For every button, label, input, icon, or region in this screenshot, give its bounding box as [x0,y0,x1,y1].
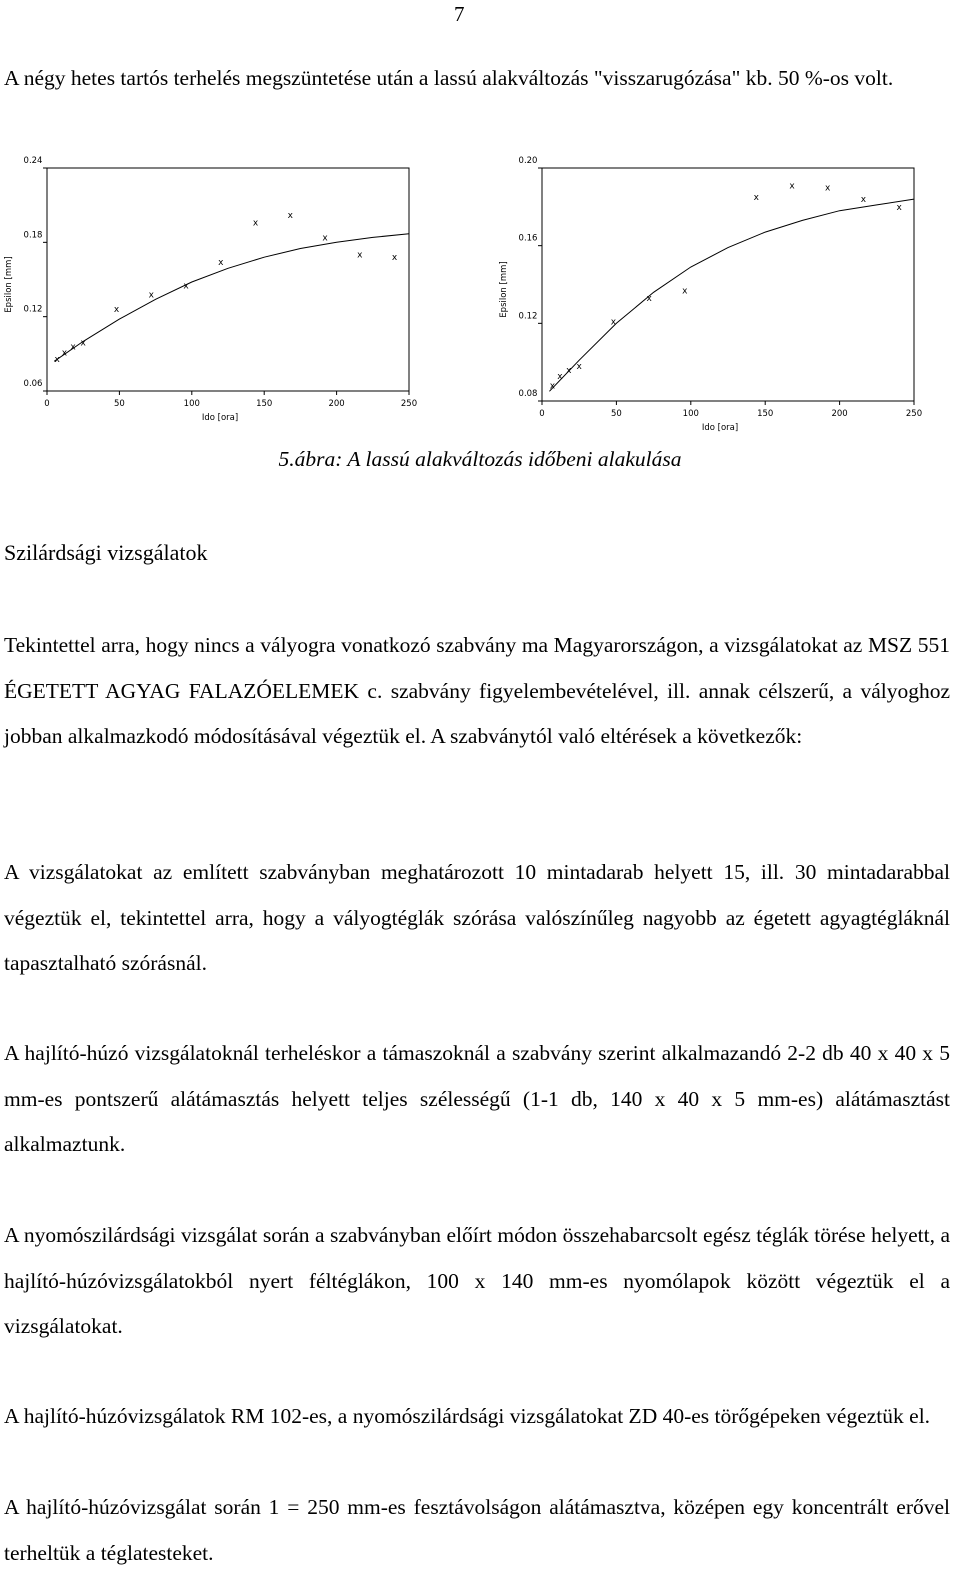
creep-chart-left [0,158,440,433]
x-tick-label: 200 [831,409,848,419]
data-point-marker: x [549,381,556,392]
intro-paragraph: A négy hetes tartós terhelés megszüntetése után a lassú alakváltozás "visszarugózása" kb. 50 %-os volt. [4,66,894,90]
y-axis-label: Epsilon [mm] [499,261,509,318]
data-point-marker: x [357,250,363,261]
fit-curve [549,199,914,391]
x-tick-label: 100 [183,399,200,409]
data-point-marker: x [860,195,867,206]
paragraph-compression: A nyomószilárdsági vizsgálat során a szabványban előírt módon összehabarcsolt egész téglák törése helyett, a hajlító-húzóvizsgálatokból nyert féltéglákon, 100 x 140 mm-es nyomólapok között végeztük el a vizsgálatokat. [4,1223,950,1338]
data-point-marker: x [287,211,293,222]
paragraph-bending-support: A hajlító-húzó vizsgálatoknál terheléskor a támaszoknál a szabvány szerint alkalmazandó 2-2 db 40 x 40 x 5 mm-es pontszerű alátámasztás helyett teljes szélességű (1-1 db, 140 x 40 x 5 mm-es) alátámasztást alkalmaztunk. [4,1041,950,1156]
data-point-marker: x [610,317,617,328]
y-axis-label: Epsilon [mm] [4,256,14,313]
data-point-marker: x [183,281,189,292]
x-tick-label: 0 [539,409,545,419]
x-tick-label: 150 [256,399,273,409]
data-point-marker: x [576,362,582,373]
x-tick-label: 50 [610,409,622,419]
x-tick-label: 0 [44,399,50,409]
data-point-marker: x [113,305,120,316]
data-point-marker: x [218,258,224,269]
data-point-marker: x [896,202,902,213]
data-point-marker: x [391,253,398,264]
y-tick-label: 0.20 [518,156,538,166]
section-heading: Szilárdsági vizsgálatok [4,540,208,565]
y-tick-label: 0.18 [23,230,43,241]
x-tick-label: 150 [757,409,774,419]
x-tick-label: 250 [400,399,418,409]
plot-frame [47,168,409,391]
x-tick-label: 100 [682,409,699,419]
data-point-marker: x [557,371,563,382]
data-point-marker: x [825,183,831,194]
data-point-marker: x [753,193,759,204]
data-point-marker: x [682,286,688,297]
y-tick-label: 0.06 [23,379,43,389]
data-point-marker: x [566,365,572,376]
data-point-marker: x [61,348,68,359]
data-point-marker: x [252,218,259,229]
data-point-marker: x [148,290,154,301]
x-axis-label: Ido [ora] [701,423,739,433]
data-point-marker: x [646,294,652,305]
data-point-marker: x [322,233,328,244]
data-point-marker: x [54,354,60,365]
y-tick-label: 0.12 [518,311,538,322]
plot-frame [542,168,914,401]
data-point-marker: x [789,181,795,192]
y-tick-label: 0.16 [518,233,538,244]
x-tick-label: 50 [113,399,125,409]
page-number: 7 [454,2,465,26]
data-point-marker: x [80,338,86,349]
y-tick-label: 0.12 [23,304,43,315]
paragraph-machines: A hajlító-húzóvizsgálatok RM 102-es, a nyomószilárdsági vizsgálatokat ZD 40-es törőgépeken végeztük el. [4,1404,931,1428]
paragraph-span: A hajlító-húzóvizsgálat során 1 = 250 mm-es fesztávolságon alátámasztva, középen egy koncentrált erővel terheltük a téglatesteket. [4,1495,950,1565]
x-tick-label: 250 [905,409,923,419]
x-axis-label: Ido [ora] [201,413,239,423]
x-tick-label: 200 [328,399,345,409]
paragraph-standard: Tekintettel arra, hogy nincs a vályogra vonatkozó szabvány ma Magyarországon, a vizsgálatokat az MSZ 551 ÉGETETT AGYAG FALAZÓELEMEK c. szabvány figyelembevételével, ill. annak célszerű, a vályoghoz jobban alkalmazkodó módosításával végeztük el. A szabványtól való eltérések a következők: [4,633,950,748]
creep-chart-right [488,158,928,443]
data-point-marker: x [70,342,76,353]
figure-caption: 5.ábra: A lassú alakváltozás időbeni alakulása [278,447,682,471]
paragraph-sample-count: A vizsgálatokat az említett szabványban meghatározott 10 mintadarab helyett 15, ill. 30 mintadarabbal végeztük el, tekintettel arra, hogy a vályogtéglák szórása valószínűleg nagyobb az égetett agyagtégláknál tapasztalható szórásnál. [4,860,950,975]
fit-curve [54,234,409,362]
y-tick-label: 0.24 [23,156,43,166]
y-tick-label: 0.08 [518,389,538,399]
